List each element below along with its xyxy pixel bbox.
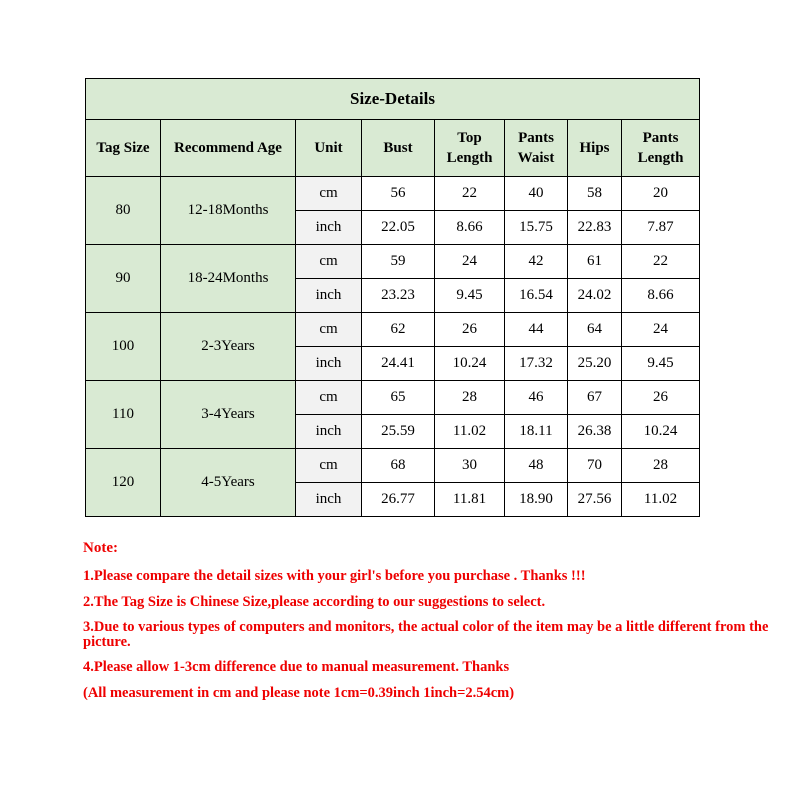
value-cell: 26.38 [568,415,622,449]
value-cell: 68 [362,449,435,483]
value-cell: 26.77 [362,483,435,517]
unit-cm-cell: cm [296,313,362,347]
value-cell: 70 [568,449,622,483]
table-title-row [86,79,700,120]
value-cell: 9.45 [435,279,505,313]
note-line: 1.Please compare the detail sizes with your girl's before you purchase . Thanks !!! [83,568,586,584]
size-chart [85,78,700,517]
value-cell: 40 [505,177,568,211]
value-cell: 26 [622,381,700,415]
value-cell: 30 [435,449,505,483]
recommend-age-cell: 12-18Months [161,177,296,245]
table-title: Size-Details [86,79,700,120]
value-cell: 24.41 [362,347,435,381]
tag-size-cell: 90 [86,245,161,313]
column-header: Bust [362,120,435,177]
size-row-cm [86,449,700,483]
recommend-age-cell: 4-5Years [161,449,296,517]
value-cell: 67 [568,381,622,415]
value-cell: 8.66 [435,211,505,245]
value-cell: 11.02 [622,483,700,517]
column-header: Unit [296,120,362,177]
value-cell: 11.81 [435,483,505,517]
unit-cm-cell: cm [296,449,362,483]
value-cell: 61 [568,245,622,279]
note-line: 3.Due to various types of computers and monitors, the actual color of the item may be a little different from the picture. [83,619,769,650]
unit-cm-cell: cm [296,245,362,279]
size-table-head [86,79,700,177]
size-row-cm [86,313,700,347]
unit-inch-cell: inch [296,347,362,381]
value-cell: 10.24 [622,415,700,449]
unit-inch-cell: inch [296,211,362,245]
value-cell: 64 [568,313,622,347]
value-cell: 16.54 [505,279,568,313]
notes-list [83,569,788,700]
value-cell: 24 [435,245,505,279]
value-cell: 46 [505,381,568,415]
value-cell: 58 [568,177,622,211]
notes-section [83,540,788,711]
value-cell: 28 [622,449,700,483]
value-cell: 27.56 [568,483,622,517]
value-cell: 48 [505,449,568,483]
value-cell: 20 [622,177,700,211]
value-cell: 42 [505,245,568,279]
column-header: Pants Length [622,120,700,177]
column-header: Tag Size [86,120,161,177]
value-cell: 22.05 [362,211,435,245]
size-row-cm [86,245,700,279]
value-cell: 62 [362,313,435,347]
value-cell: 44 [505,313,568,347]
value-cell: 15.75 [505,211,568,245]
column-header: Top Length [435,120,505,177]
value-cell: 9.45 [622,347,700,381]
tag-size-cell: 110 [86,381,161,449]
column-header: Hips [568,120,622,177]
value-cell: 8.66 [622,279,700,313]
unit-inch-cell: inch [296,483,362,517]
value-cell: 18.11 [505,415,568,449]
unit-cm-cell: cm [296,381,362,415]
value-cell: 23.23 [362,279,435,313]
value-cell: 22 [622,245,700,279]
recommend-age-cell: 18-24Months [161,245,296,313]
column-header: Pants Waist [505,120,568,177]
size-row-cm [86,177,700,211]
value-cell: 26 [435,313,505,347]
value-cell: 22.83 [568,211,622,245]
unit-cm-cell: cm [296,177,362,211]
unit-inch-cell: inch [296,415,362,449]
tag-size-cell: 80 [86,177,161,245]
value-cell: 22 [435,177,505,211]
note-line: 2.The Tag Size is Chinese Size,please according to our suggestions to select. [83,593,546,610]
value-cell: 11.02 [435,415,505,449]
value-cell: 10.24 [435,347,505,381]
value-cell: 56 [362,177,435,211]
value-cell: 59 [362,245,435,279]
column-header-row [86,120,700,177]
value-cell: 28 [435,381,505,415]
notes-heading: Note: [83,540,118,556]
value-cell: 7.87 [622,211,700,245]
value-cell: 24.02 [568,279,622,313]
note-line: (All measurement in cm and please note 1cm=0.39inch 1inch=2.54cm) [83,684,515,701]
note-line: 4.Please allow 1-3cm difference due to manual measurement. Thanks [83,659,510,675]
value-cell: 25.59 [362,415,435,449]
column-header: Recommend Age [161,120,296,177]
tag-size-cell: 120 [86,449,161,517]
value-cell: 18.90 [505,483,568,517]
value-cell: 25.20 [568,347,622,381]
size-table-body [86,177,700,517]
value-cell: 24 [622,313,700,347]
value-cell: 65 [362,381,435,415]
size-row-cm [86,381,700,415]
unit-inch-cell: inch [296,279,362,313]
size-table [85,78,700,517]
recommend-age-cell: 3-4Years [161,381,296,449]
recommend-age-cell: 2-3Years [161,313,296,381]
tag-size-cell: 100 [86,313,161,381]
value-cell: 17.32 [505,347,568,381]
